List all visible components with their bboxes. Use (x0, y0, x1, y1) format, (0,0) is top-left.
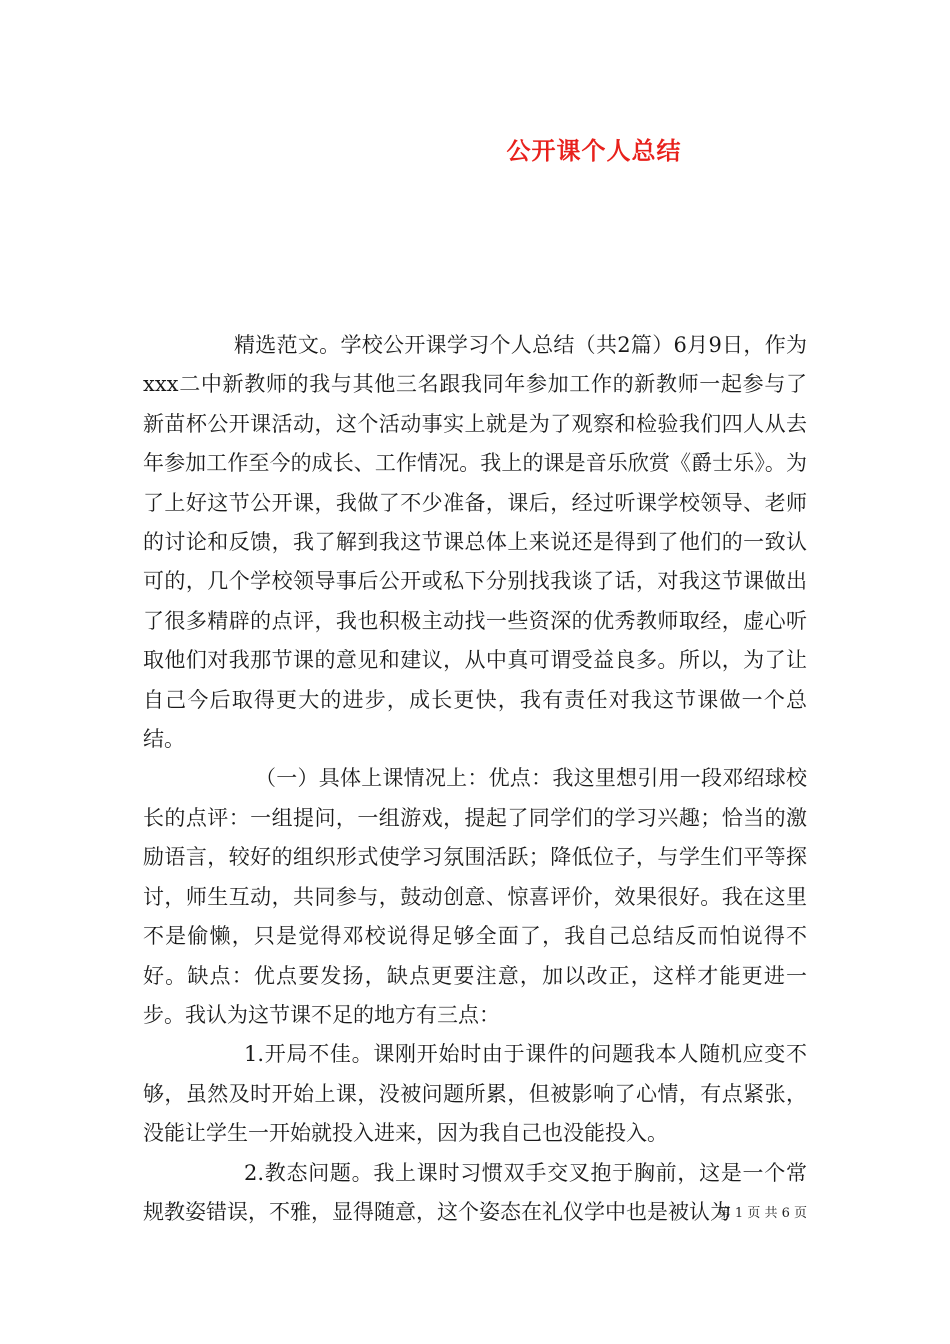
paragraph-section-one: （一）具体上课情况上：优点：我这里想引用一段邓绍球校长的点评：一组提问，一组游戏，提起了同学们的学习兴趣；恰当的激励语言，较好的组织形式使学习氛围活跃；降低位子，与学生们平等探讨，师生互动，共同参与，鼓动创意、惊喜评价，效果很好。我在这里不是偷懒，只是觉得邓校说得足够全面了，我自己总结反而怕说得不好。缺点：优点要发扬，缺点更要注意，加以改正，这样才能更进一步。我认为这节课不足的地方有三点： (143, 766, 807, 1027)
paragraph-intro: 精选范文。学校公开课学习个人总结（共2篇）6月9日，作为xxx二中新教师的我与其他三名跟我同年参加工作的新教师一起参与了新苗杯公开课活动，这个活动事实上就是为了观察和检验我们四人从去年参加工作至今的成长、工作情况。我上的课是音乐欣赏《爵士乐》。为了上好这节公开课，我做了不少准备，课后，经过听课学校领导、老师的讨论和反馈，我了解到我这节课总体上来说还是得到了他们的一致认可的，几个学校领导事后公开或私下分别找我谈了话，对我这节课做出了很多精辟的点评，我也积极主动找一些资深的优秀教师取经，虚心听取他们对我那节课的意见和建议，从中真可谓受益良多。所以，为了让自己今后取得更大的进步，成长更快，我有责任对我这节课做一个总结。 (143, 333, 807, 752)
paragraph-point-two: 2.教态问题。我上课时习惯双手交叉抱于胸前，这是一个常规教姿错误，不雅，显得随意，这个姿态在礼仪学中也是被认为 (143, 1160, 807, 1224)
page-number: 第 1 页 共 6 页 (717, 1206, 807, 1221)
paragraph-point-one: 1.开局不佳。课刚开始时由于课件的问题我本人随机应变不够，虽然及时开始上课，没被问题所累，但被影响了心情，有点紧张，没能让学生一开始就投入进来，因为我自己也没能投入。 (143, 1042, 807, 1146)
document-title: 公开课个人总结 (506, 136, 682, 165)
document-body (143, 326, 807, 1232)
